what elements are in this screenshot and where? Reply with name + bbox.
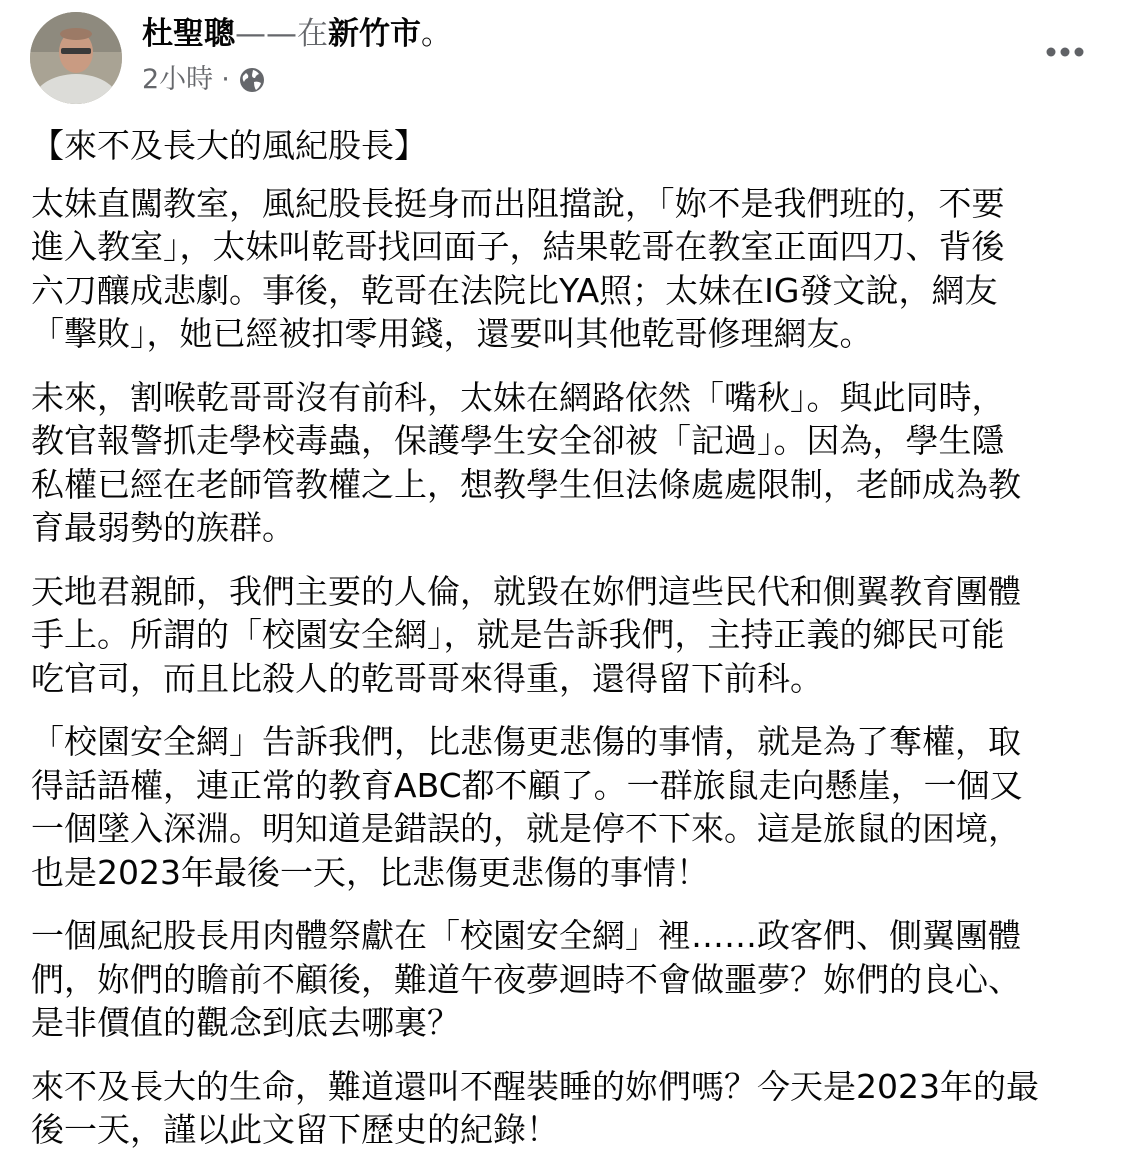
post-paragraph: 太妹直闖教室，風紀股長挺身而出阻擋說，「妳不是我們班的，不要 進入教室」，太妹叫乾哥找回面子，結果乾哥在教室正面四刀、背後 六刀釀成悲劇。事後，乾哥在法院比YA照；太妹在IG發文說，網友 「擊敗」，她已經被扣零用錢，還要叫其他乾哥修理網友。	[31, 183, 1005, 353]
post-paragraph: 未來，割喉乾哥哥沒有前科，太妹在網路依然「嘴秋」。與此同時， 教官報警抓走學校毒蟲，保護學生安全卻被「記過」。因為，學生隱 私權已經在老師管教權之上，想教學生但法條處處限制，老師成為教 育最弱勢的族群。	[31, 377, 1021, 547]
author-avatar[interactable]	[30, 12, 122, 104]
post-paragraph: 「校園安全網」告訴我們，比悲傷更悲傷的事情，就是為了奪權，取 得話語權，連正常的教育ABC都不顧了。一群旅鼠走向懸崖，一個又 一個墜入深淵。明知道是錯誤的，就是停不下來。這是旅鼠的困境， 也是2023年最後一天，比悲傷更悲傷的事情！	[31, 722, 1023, 892]
post-body	[31, 124, 1101, 1172]
avatar-image	[30, 12, 122, 104]
more-options-icon[interactable]	[1040, 32, 1090, 72]
post-header	[0, 0, 1132, 120]
author-name[interactable]: 杜聖聰	[142, 16, 235, 52]
globe-icon[interactable]	[238, 66, 266, 94]
meta-dot: ·	[221, 64, 230, 95]
post-paragraph: 來不及長大的生命，難道還叫不醒裝睡的妳們嗎？今天是2023年的最 後一天，謹以此文留下歷史的紀錄！	[31, 1066, 1039, 1149]
author-separator: ——在	[235, 16, 328, 52]
location-link[interactable]: 新竹市	[328, 16, 421, 52]
author-line-end: 。	[421, 16, 452, 52]
author-line	[142, 12, 452, 56]
post-meta	[142, 60, 266, 100]
post-title: 【來不及長大的風紀股長】	[31, 126, 427, 165]
post-paragraph: 一個風紀股長用肉體祭獻在「校園安全網」裡……政客們、側翼團體 們，妳們的瞻前不顧後，難道午夜夢迴時不會做噩夢？妳們的良心、 是非價值的觀念到底去哪裏？	[31, 916, 1021, 1042]
post-timestamp[interactable]: 2小時	[142, 64, 214, 95]
post-paragraph: 天地君親師，我們主要的人倫，就毀在妳們這些民代和側翼教育團體 手上。所謂的「校園安全網」，就是告訴我們，主持正義的鄉民可能 吃官司，而且比殺人的乾哥哥來得重，還得留下前科。	[31, 571, 1021, 698]
